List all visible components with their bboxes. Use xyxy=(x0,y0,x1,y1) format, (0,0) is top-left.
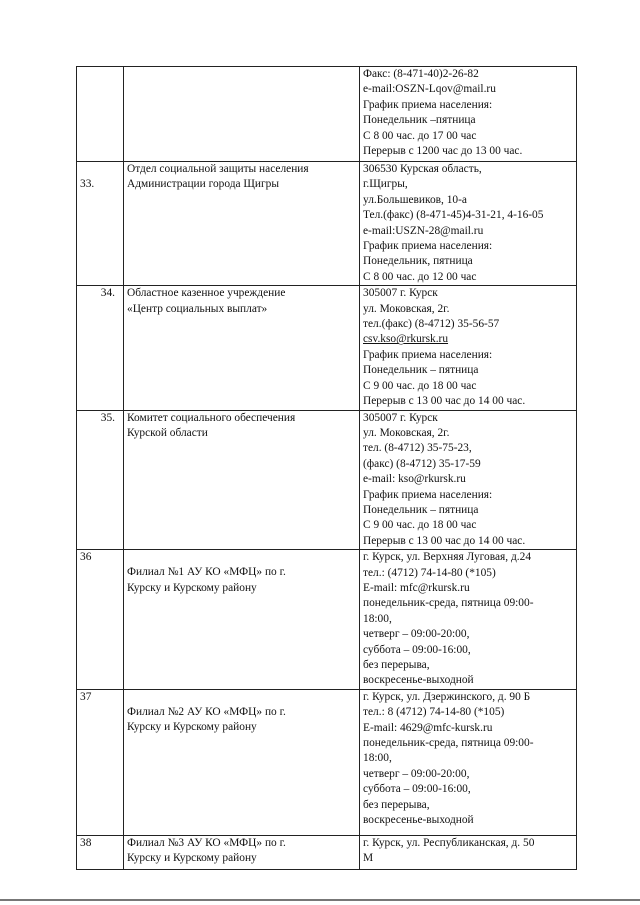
row-number-cell: 37 xyxy=(77,689,124,835)
institutions-table xyxy=(76,66,577,870)
contact-cell: Факс: (8-471-40)2-26-82 e-mail:OSZN-Lqov@mail.ru График приема населения: Понедельник –пятница С 8 00 час. до 17 00 час Перерыв с 1200 час до 13 00 час. xyxy=(360,67,577,162)
table-row xyxy=(77,410,577,550)
organization-cell: Отдел социальной защиты населения Администрации города Щигры xyxy=(124,162,360,286)
contact-cell: 306530 Курская область, г.Щигры, ул.Большевиков, 10-а Тел.(факс) (8-471-45)4-31-21, 4-16-05 e-mail:USZN-28@mail.ru График приема населения: Понедельник, пятница С 8 00 час. до 12 00 час xyxy=(360,162,577,286)
table-row xyxy=(77,286,577,410)
email-link[interactable]: csv.kso@rkursk.ru xyxy=(363,333,449,346)
contact-cell: г. Курск, ул. Республиканская, д. 50 М xyxy=(360,835,577,869)
row-number-cell xyxy=(77,67,124,162)
contact-cell: г. Курск, ул. Дзержинского, д. 90 Б тел.: 8 (4712) 74-14-80 (*105) E-mail: 4629@mfc-kursk.ru понедельник-среда, пятница 09:00- 18:00, четверг – 09:00-20:00, суббота – 09:00-16:00, без перерыва, воскресенье-выходной xyxy=(360,689,577,835)
row-number-cell: 33. xyxy=(77,162,124,286)
table-row xyxy=(77,67,577,162)
row-number-cell: 36 xyxy=(77,550,124,690)
row-number-cell: 38 xyxy=(77,835,124,869)
organization-cell xyxy=(124,67,360,162)
contact-cell: 305007 г. Курск ул. Моковская, 2г. тел.(факс) (8-4712) 35-56-57 csv.kso@rkursk.ru График приема населения: Понедельник – пятница С 9 00 час. до 18 00 час Перерыв с 13 00 час до 14 00 час. xyxy=(360,286,577,410)
scan-edge-line xyxy=(0,899,640,901)
organization-cell: Филиал №2 АУ КО «МФЦ» по г. Курску и Курскому району xyxy=(124,689,360,835)
table-row xyxy=(77,550,577,690)
table-row xyxy=(77,689,577,835)
organization-cell: Филиал №3 АУ КО «МФЦ» по г. Курску и Курскому району xyxy=(124,835,360,869)
organization-cell: Областное казенное учреждение «Центр социальных выплат» xyxy=(124,286,360,410)
contact-cell: г. Курск, ул. Верхняя Луговая, д.24 тел.: (4712) 74-14-80 (*105) E-mail: mfc@rkursk.ru понедельник-среда, пятница 09:00- 18:00, четверг – 09:00-20:00, суббота – 09:00-16:00, без перерыва, воскресенье-выходной xyxy=(360,550,577,690)
contact-cell: 305007 г. Курск ул. Моковская, 2г. тел. (8-4712) 35-75-23, (факс) (8-4712) 35-17-59 e-mail: kso@rkursk.ru График приема населения: Понедельник – пятница С 9 00 час. до 18 00 час Перерыв с 13 00 час до 14 00 час. xyxy=(360,410,577,550)
table-row xyxy=(77,835,577,869)
organization-cell: Филиал №1 АУ КО «МФЦ» по г. Курску и Курскому району xyxy=(124,550,360,690)
table-row xyxy=(77,162,577,286)
row-number-cell: 34. xyxy=(77,286,124,410)
row-number-cell: 35. xyxy=(77,410,124,550)
organization-cell: Комитет социального обеспечения Курской области xyxy=(124,410,360,550)
